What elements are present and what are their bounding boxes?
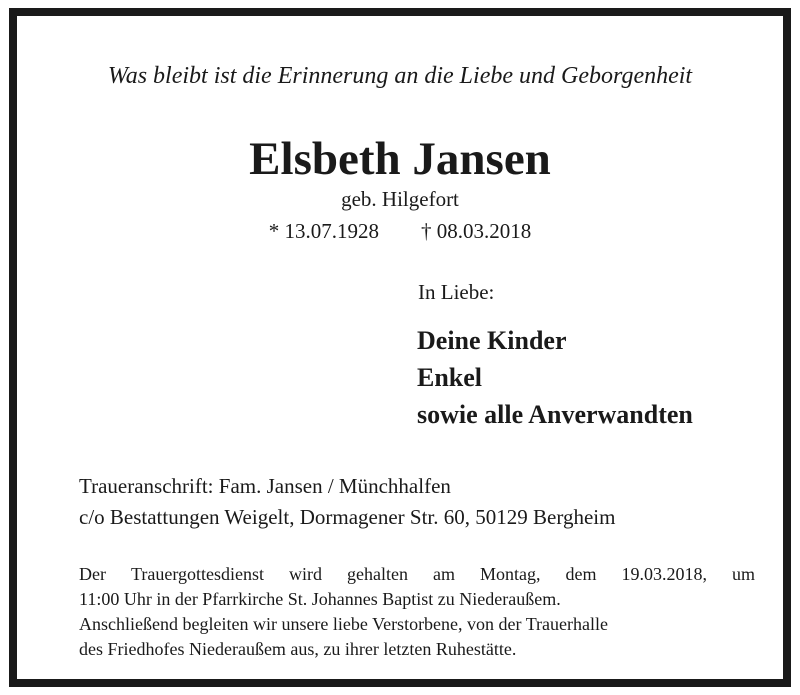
mourner-children: Deine Kinder xyxy=(417,326,567,355)
maiden-name: geb. Hilgefort xyxy=(341,187,459,211)
service-word: Trauergottesdienst xyxy=(130,564,264,584)
service-word: um xyxy=(731,564,755,584)
obituary-frame xyxy=(9,8,791,687)
service-line-4: des Friedhofes Niederaußem aus, zu ihrer letzten Ruhestätte. xyxy=(79,639,517,659)
life-dates xyxy=(17,218,783,244)
service-word: am xyxy=(432,564,455,584)
in-love-label: In Liebe: xyxy=(418,280,495,304)
service-word: Montag, xyxy=(479,564,541,584)
service-word: gehalten xyxy=(346,564,408,584)
service-word: 19.03.2018, xyxy=(621,564,707,584)
address-line-2: c/o Bestattungen Weigelt, Dormagener Str. 60, 50129 Bergheim xyxy=(79,505,616,529)
service-line-1 xyxy=(79,562,755,587)
service-word: Der xyxy=(79,564,106,584)
mourner-relatives: sowie alle Anverwandten xyxy=(417,400,693,429)
service-line-3: Anschließend begleiten wir unsere liebe Verstorbene, von der Trauerhalle xyxy=(79,614,609,634)
address-line-1: Traueranschrift: Fam. Jansen / Münchhalfen xyxy=(79,474,451,498)
service-word: wird xyxy=(288,564,322,584)
birth-date: * 13.07.1928 xyxy=(268,219,379,243)
funeral-service-text xyxy=(79,562,755,662)
service-line-2: 11:00 Uhr in der Pfarrkirche St. Johannes Baptist zu Niederaußem. xyxy=(79,589,561,609)
mourning-address xyxy=(79,471,615,533)
service-word: dem xyxy=(565,564,597,584)
motto-line: Was bleibt ist die Erinnerung an die Liebe und Geborgenheit xyxy=(107,63,693,89)
deceased-name: Elsbeth Jansen xyxy=(249,133,551,185)
mourners-list xyxy=(417,322,693,433)
mourner-grandchildren: Enkel xyxy=(417,363,483,392)
death-date: † 08.03.2018 xyxy=(421,219,532,243)
